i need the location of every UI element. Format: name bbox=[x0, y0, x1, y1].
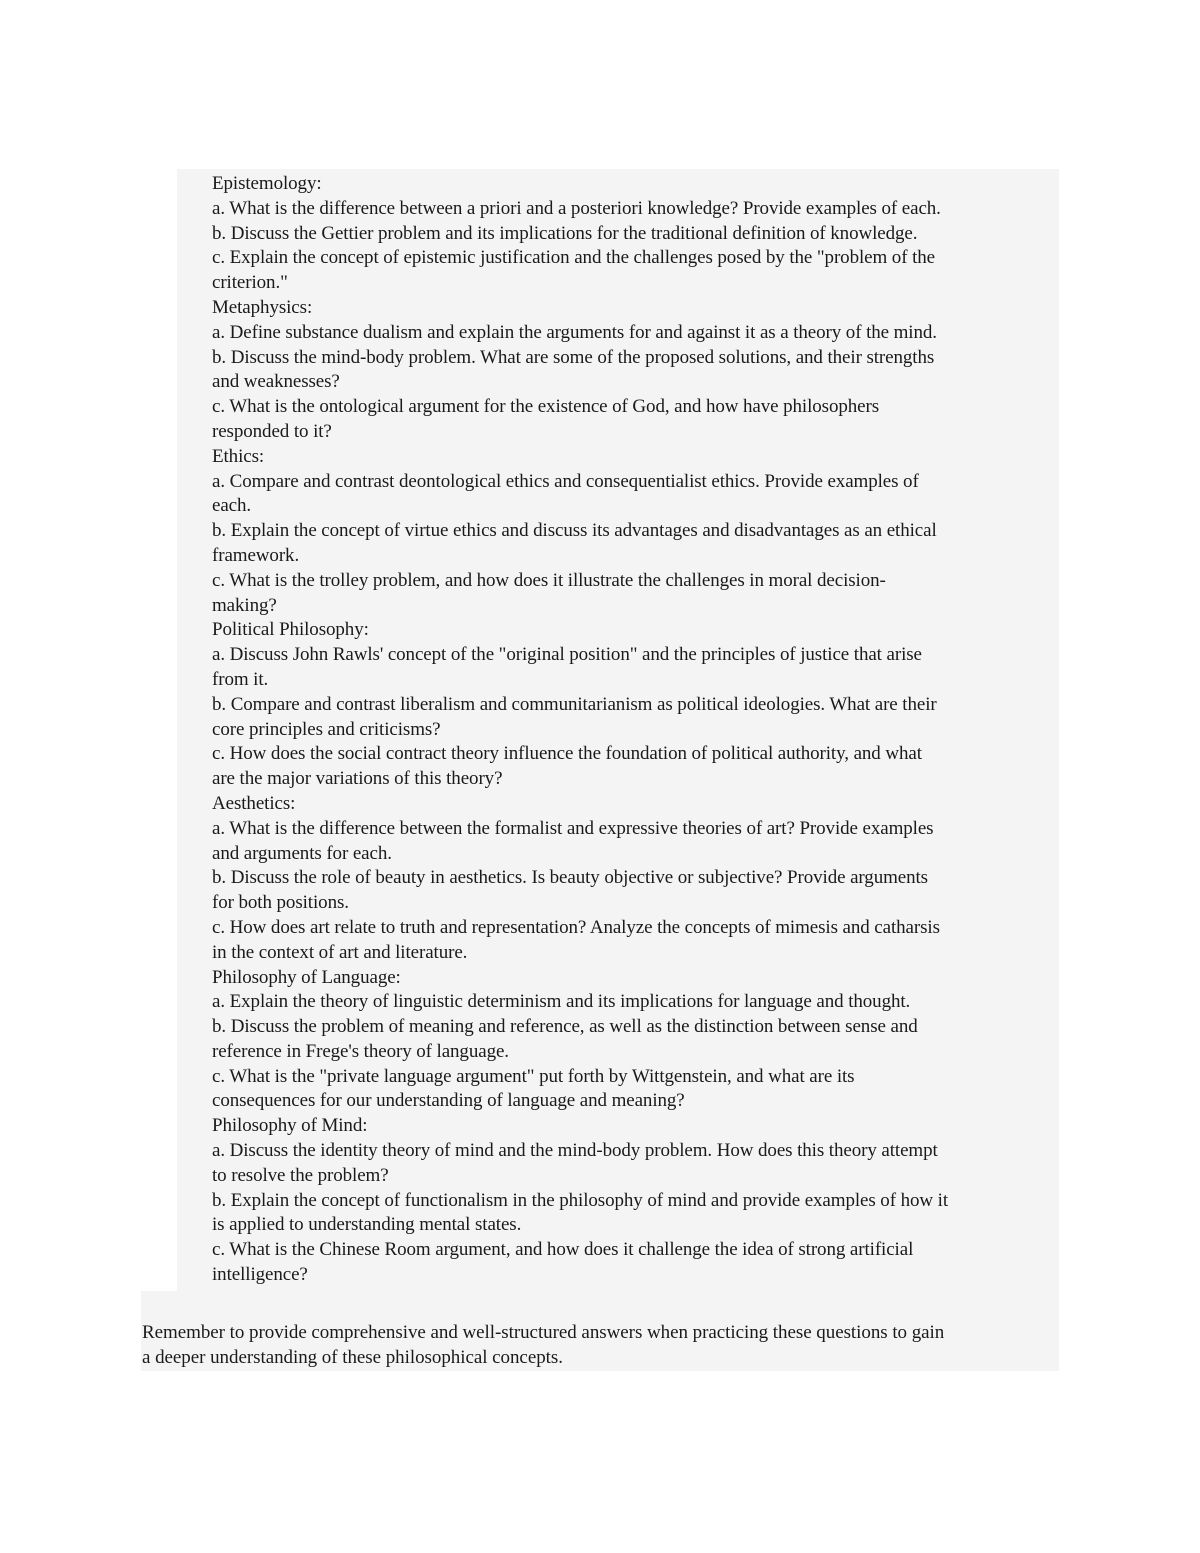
text-line: from it. bbox=[212, 668, 269, 690]
text-line: b. Discuss the Gettier problem and its implications for the traditional definition of knowledge. bbox=[212, 222, 918, 244]
text-line: c. What is the "private language argument" put forth by Wittgenstein, and what are its bbox=[212, 1065, 855, 1087]
text-line: b. Explain the concept of virtue ethics and discuss its advantages and disadvantages as an ethical bbox=[212, 520, 937, 542]
text-line: intelligence? bbox=[212, 1264, 308, 1286]
text-line: c. Explain the concept of epistemic justification and the challenges posed by the "problem of the bbox=[212, 247, 935, 269]
text-line: c. What is the ontological argument for the existence of God, and how have philosophers bbox=[212, 396, 880, 418]
text-line: b. Discuss the problem of meaning and reference, as well as the distinction between sense and bbox=[212, 1016, 918, 1038]
text-line: making? bbox=[212, 594, 277, 616]
text-line: responded to it? bbox=[212, 420, 332, 442]
text-line: in the context of art and literature. bbox=[212, 941, 468, 963]
text-line: a. What is the difference between a priori and a posteriori knowledge? Provide examples of each. bbox=[212, 197, 941, 219]
closing-line: a deeper understanding of these philosophical concepts. bbox=[142, 1346, 563, 1368]
text-line: b. Discuss the role of beauty in aesthetics. Is beauty objective or subjective? Provide arguments bbox=[212, 867, 928, 889]
text-line: Metaphysics: bbox=[212, 296, 313, 318]
text-line: framework. bbox=[212, 544, 300, 566]
text-line: are the major variations of this theory? bbox=[212, 768, 503, 790]
text-line: a. Discuss the identity theory of mind and the mind-body problem. How does this theory attempt bbox=[212, 1140, 938, 1162]
text-line: b. Discuss the mind-body problem. What are some of the proposed solutions, and their strengths bbox=[212, 346, 935, 368]
text-line: a. What is the difference between the formalist and expressive theories of art? Provide examples bbox=[212, 817, 934, 839]
text-line: reference in Frege's theory of language. bbox=[212, 1040, 509, 1062]
text-line: a. Compare and contrast deontological ethics and consequentialist ethics. Provide examples of bbox=[212, 470, 919, 492]
text-line: is applied to understanding mental states. bbox=[212, 1214, 522, 1236]
text-line: a. Discuss John Rawls' concept of the "original position" and the principles of justice that arise bbox=[212, 644, 922, 666]
text-line: consequences for our understanding of language and meaning? bbox=[212, 1090, 685, 1112]
text-line: c. How does the social contract theory influence the foundation of political authority, and what bbox=[212, 743, 922, 765]
closing-line: Remember to provide comprehensive and well-structured answers when practicing these questions to gain bbox=[142, 1322, 945, 1343]
text-line: Ethics: bbox=[212, 445, 265, 467]
text-line: c. How does art relate to truth and representation? Analyze the concepts of mimesis and catharsis bbox=[212, 916, 940, 938]
closing-paragraph bbox=[142, 1321, 1072, 1371]
text-line: Aesthetics: bbox=[212, 792, 296, 814]
text-line: for both positions. bbox=[212, 892, 349, 914]
question-list bbox=[212, 172, 1062, 1288]
text-line: and weaknesses? bbox=[212, 371, 340, 393]
text-line: to resolve the problem? bbox=[212, 1164, 389, 1186]
text-line: c. What is the trolley problem, and how does it illustrate the challenges in moral decision- bbox=[212, 569, 886, 591]
text-line: each. bbox=[212, 495, 252, 517]
text-line: Philosophy of Language: bbox=[212, 966, 401, 988]
text-line: b. Explain the concept of functionalism in the philosophy of mind and provide examples of how it bbox=[212, 1189, 949, 1211]
text-line: a. Explain the theory of linguistic determinism and its implications for language and thought. bbox=[212, 991, 911, 1013]
text-line: a. Define substance dualism and explain the arguments for and against it as a theory of the mind. bbox=[212, 321, 937, 343]
text-line: criterion." bbox=[212, 272, 288, 294]
text-line: c. What is the Chinese Room argument, and how does it challenge the idea of strong artificial bbox=[212, 1239, 914, 1261]
text-line: Philosophy of Mind: bbox=[212, 1115, 368, 1137]
text-line: Political Philosophy: bbox=[212, 619, 369, 641]
text-line: and arguments for each. bbox=[212, 842, 392, 864]
text-line: b. Compare and contrast liberalism and communitarianism as political ideologies. What are their bbox=[212, 693, 937, 715]
text-line: Epistemology: bbox=[212, 173, 322, 194]
text-line: core principles and criticisms? bbox=[212, 718, 441, 740]
